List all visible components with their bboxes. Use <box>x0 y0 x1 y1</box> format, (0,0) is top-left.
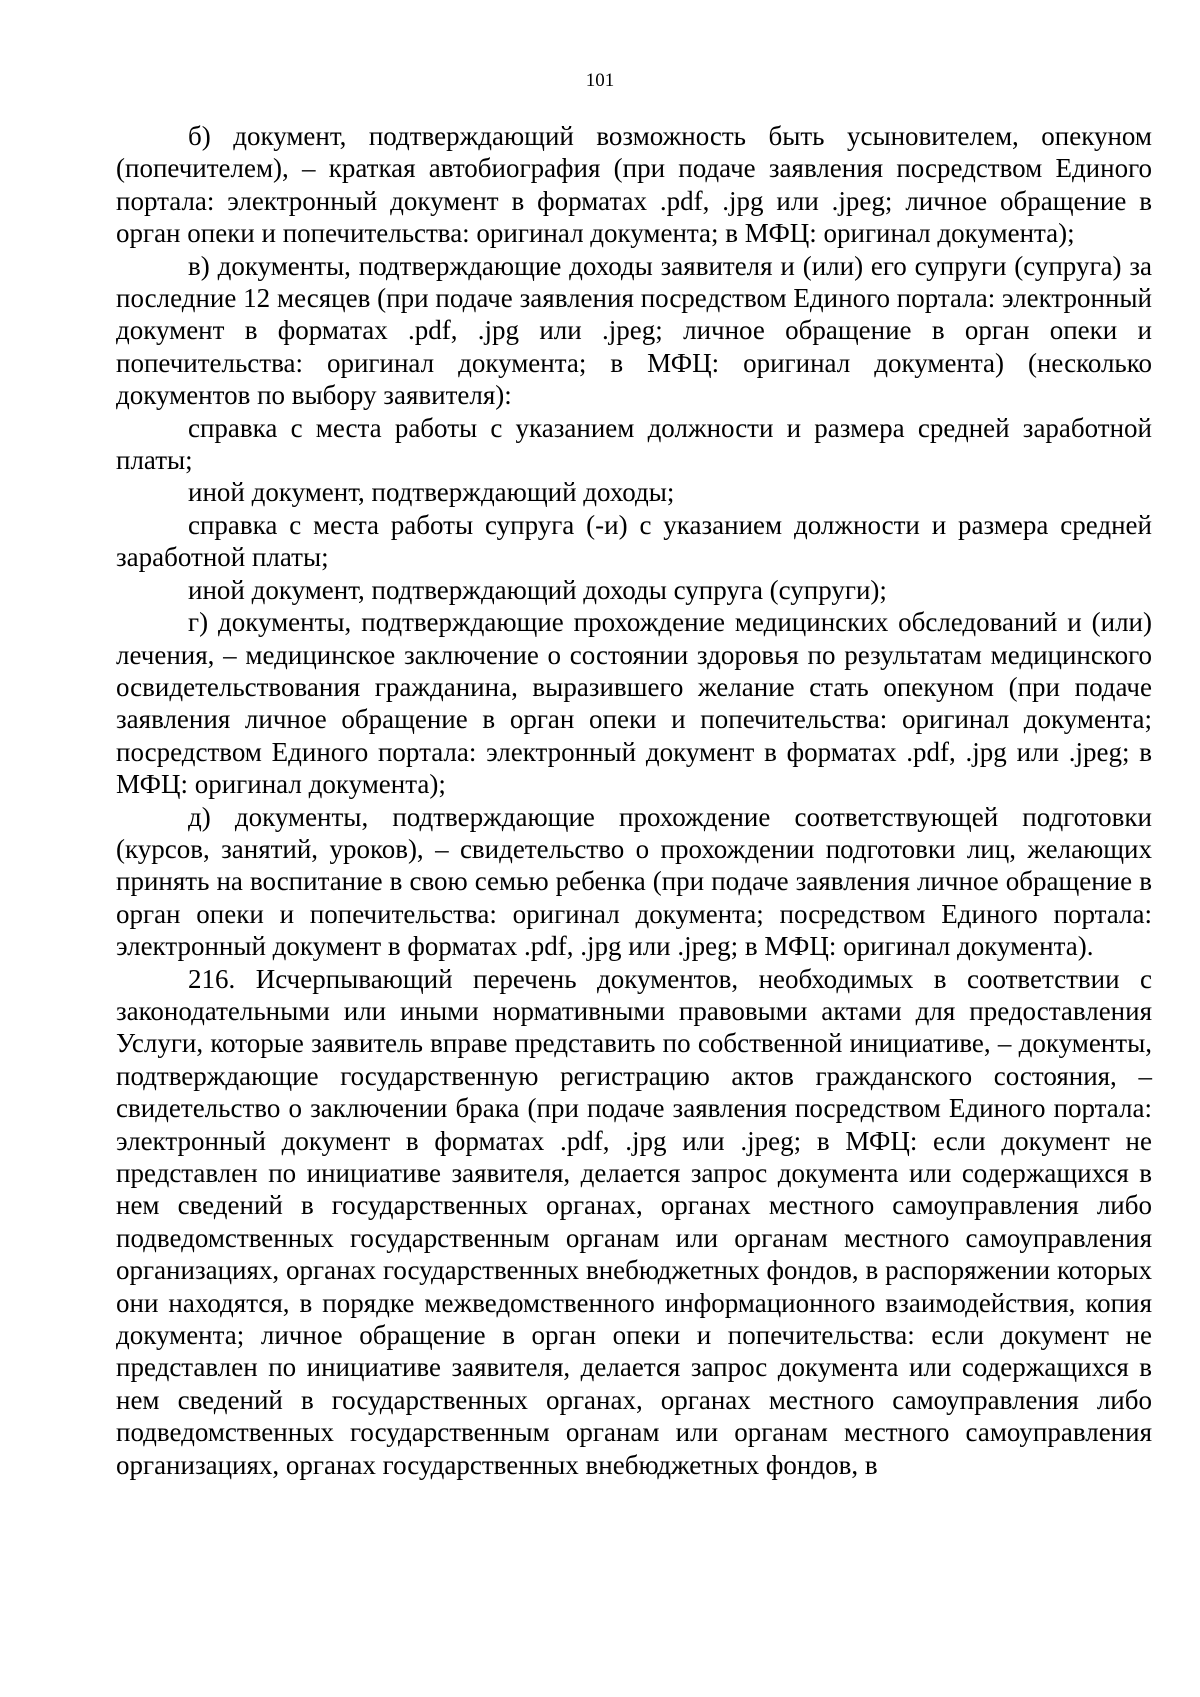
paragraph-g: г) документы, подтверждающие прохождение медицинских обследований и (или) лечения, – медицинское заключение о состоянии здоровья по результатам медицинского освидетельствования гражданина, выразившего желание стать опекуном (при подаче заявления личное обращение в орган опеки и попечительства: оригинал документа; посредством Единого портала: электронный документ в форматах .pdf, .jpg или .jpeg; в МФЦ: оригинал документа); <box>116 607 1152 800</box>
page-number: 101 <box>585 70 615 91</box>
list-item-spouse-employment-certificate: справка с места работы супруга (-и) с указанием должности и размера средней заработной платы; <box>116 509 1152 573</box>
list-item-employment-certificate: справка с места работы с указанием должности и размера средней заработной платы; <box>116 412 1152 476</box>
paragraph-b: б) документ, подтверждающий возможность быть усыновителем, опекуном (попечителем), – краткая автобиография (при подаче заявления посредством Единого портала: электронный документ в форматах .pdf, .jpg или .jpeg; личное обращение в орган опеки и попечительства: оригинал документа; в МФЦ: оригинал документа); <box>116 121 1152 249</box>
list-item-spouse-other-income-document: иной документ, подтверждающий доходы супруга (супруги); <box>188 574 887 605</box>
list-item-other-income-document: иной документ, подтверждающий доходы; <box>188 477 675 508</box>
paragraph-216: 216. Исчерпывающий перечень документов, необходимых в соответствии с законодательными или иными нормативными правовыми актами для предоставления Услуги, которые заявитель вправе представить по собственной инициативе, – документы, подтверждающие государственную регистрацию актов гражданского состояния, – свидетельство о заключении брака (при подаче заявления посредством Единого портала: электронный документ в форматах .pdf, .jpg или .jpeg; в МФЦ: если документ не представлен по инициативе заявителя, делается запрос документа или содержащихся в нем сведений в государственных органах, органах местного самоуправления либо подведомственных государственным органам или органам местного самоуправления организациях, органах государственных внебюджетных фондов, в распоряжении которых они находятся, в порядке межведомственного информационного взаимодействия, копия документа; личное обращение в орган опеки и попечительства: если документ не представлен по инициативе заявителя, делается запрос документа или содержащихся в нем сведений в государственных органах, органах местного самоуправления либо подведомственных государственным органам или органам местного самоуправления организациях, органах государственных внебюджетных фондов, в <box>116 963 1152 1480</box>
paragraph-v: в) документы, подтверждающие доходы заявителя и (или) его супруги (супруга) за последние 12 месяцев (при подаче заявления посредством Единого портала: электронный документ в форматах .pdf, .jpg или .jpeg; личное обращение в орган опеки и попечительства: оригинал документа; в МФЦ: оригинал документа) (несколько документов по выбору заявителя): <box>116 250 1152 411</box>
document-body <box>116 120 1152 1481</box>
paragraph-d: д) документы, подтверждающие прохождение соответствующей подготовки (курсов, занятий, уроков), – свидетельство о прохождении подготовки лиц, желающих принять на воспитание в свою семью ребенка (при подаче заявления личное обращение в орган опеки и попечительства: оригинал документа; посредством Единого портала: электронный документ в форматах .pdf, .jpg или .jpeg; в МФЦ: оригинал документа). <box>116 801 1152 962</box>
